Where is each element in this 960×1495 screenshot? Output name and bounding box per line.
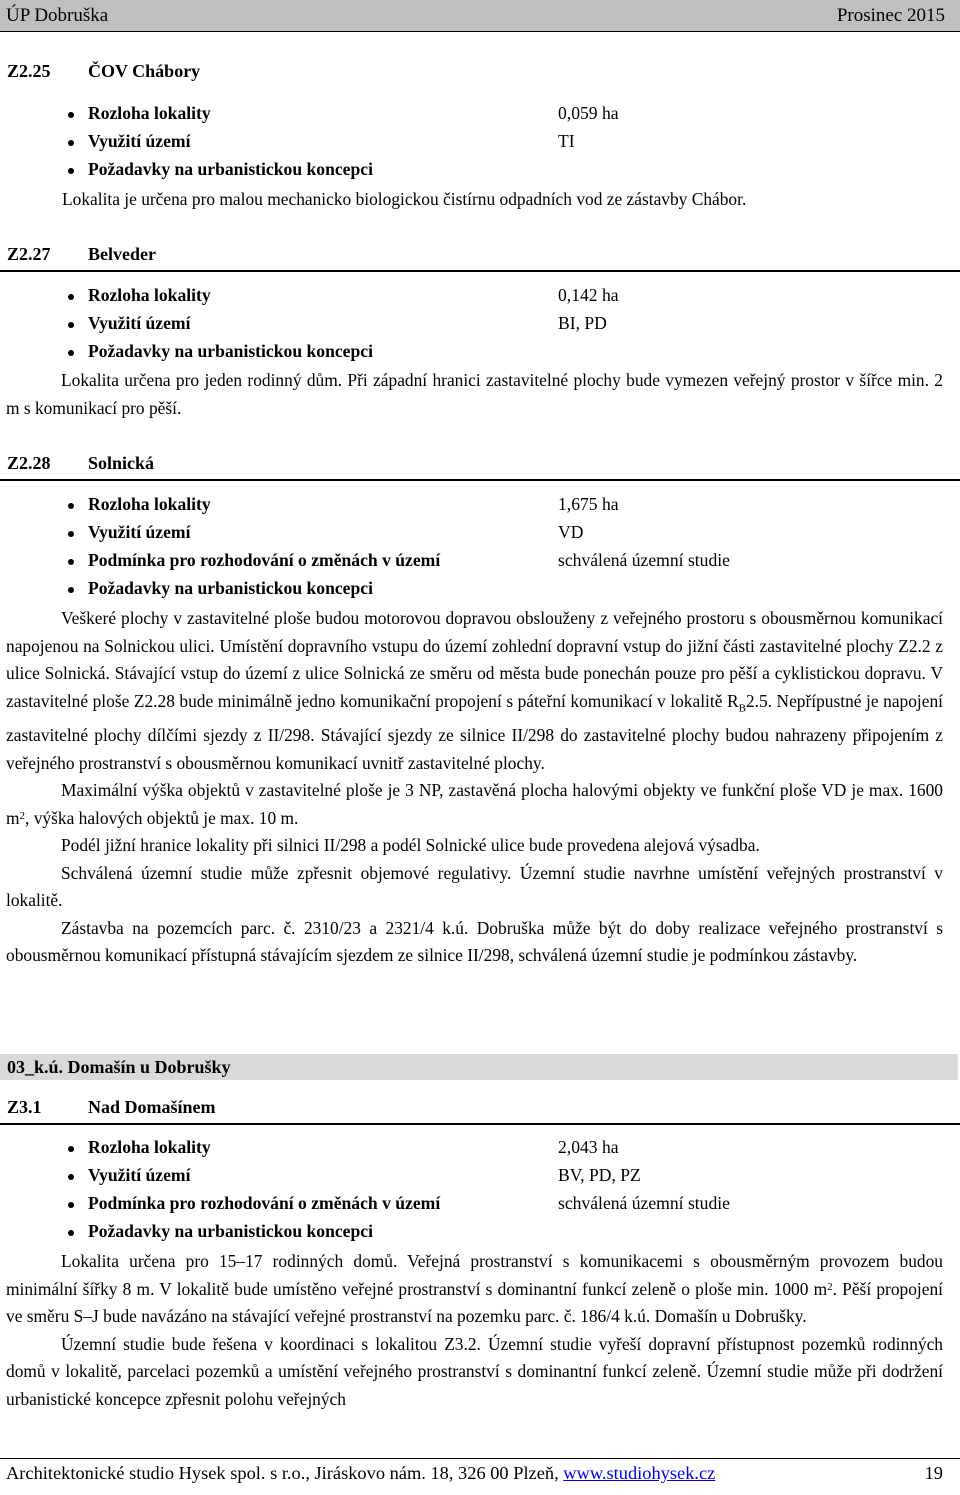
list-item <box>60 1165 960 1191</box>
bullet-icon <box>68 503 74 509</box>
section-divider <box>0 270 960 272</box>
section-code: Z2.25 <box>7 61 51 81</box>
cadastral-area-heading <box>0 1054 958 1080</box>
paragraph-part: 2.5. Nepřípustné je napojení zastavitelné plochy dílčími sjezdy z II/298. Stávající sjezdy ze silnice II/298 do zastavitelné plochy budou nahrazeny připojením z veřejného prostranství s obousměrnou komunikací uvnitř zastavitelné plochy. <box>6 690 944 773</box>
item-value: 1,675 ha <box>558 494 619 514</box>
paragraph-part: Lokalita určena pro 15–17 rodinných domů. Veřejná prostranství s komunikacemi s obousměrným provozem budou minimální šířky 8 m. V lokalitě bude umístěno veřejné prostranství s dominantní funkcí zeleně o ploše min. 1000 m <box>6 1251 943 1299</box>
bullet-icon <box>68 531 74 537</box>
item-label: Rozloha lokality <box>88 1137 211 1157</box>
paragraph-part: , výška halových objektů je max. 10 m. <box>25 807 299 828</box>
header-document-title: ÚP Dobruška <box>6 4 109 26</box>
item-label: Využití území <box>88 1165 191 1185</box>
item-label: Požadavky na urbanistickou koncepci <box>88 159 373 179</box>
paragraph: Zástavba na pozemcích parc. č. 2310/23 a 2321/4 k.ú. Dobruška může být do doby realizace veřejného prostranství s obousměrnou komunikací přístupná stávajícím sjezdem ze silnice II/298, schválená územní studie je podmínkou zástavby. <box>6 917 943 966</box>
superscript: 2 <box>827 1280 833 1293</box>
item-label: Požadavky na urbanistickou koncepci <box>88 341 373 361</box>
page-header <box>0 0 960 31</box>
header-divider <box>0 31 960 32</box>
item-value: BI, PD <box>558 313 607 333</box>
bullet-icon <box>68 140 74 146</box>
item-label: Podmínka pro rozhodování o změnách v území <box>88 1193 441 1213</box>
section-heading-z3-1 <box>0 1093 960 1125</box>
item-value: schválená územní studie <box>558 1193 730 1213</box>
section-title: ČOV Chábory <box>88 61 201 81</box>
list-item <box>60 341 960 367</box>
item-label: Rozloha lokality <box>88 103 211 123</box>
section-text <box>6 605 943 970</box>
bullet-icon <box>68 1174 74 1180</box>
section-text <box>62 186 942 214</box>
list-item <box>60 1137 960 1163</box>
superscript: 2 <box>19 809 26 822</box>
list-item <box>60 285 960 311</box>
section-heading-z2-27 <box>0 240 960 272</box>
item-value: VD <box>558 522 584 542</box>
list-item <box>60 578 960 604</box>
item-label: Využití území <box>88 313 191 333</box>
bullet-icon <box>68 1230 74 1236</box>
bullet-icon <box>68 1146 74 1152</box>
list-item <box>60 103 960 129</box>
footer-text <box>6 1463 715 1484</box>
bullet-icon <box>68 350 74 356</box>
item-label: Rozloha lokality <box>88 494 211 514</box>
paragraph: Lokalita určena pro jeden rodinný dům. Při západní hranici zastavitelné plochy bude vymezen veřejný prostor v šířce min. 2 m s komunikací pro pěší. <box>6 370 943 418</box>
section-heading-z2-25 <box>0 57 960 89</box>
footer-address: Architektonické studio Hysek spol. s r.o., Jiráskovo nám. 18, 326 00 Plzeň, <box>6 1463 564 1483</box>
list-item <box>60 159 960 185</box>
studio-website-link[interactable]: www.studiohysek.cz <box>563 1463 716 1483</box>
list-item <box>60 1193 960 1219</box>
bullet-icon <box>68 168 74 174</box>
paragraph: Podél jižní hranice lokality při silnici II/298 a podél Solnické ulice bude provedena alejová výsadba. <box>61 835 760 856</box>
bullet-icon <box>68 294 74 300</box>
bullet-icon <box>68 322 74 328</box>
footer-divider <box>0 1458 960 1459</box>
list-item <box>60 494 960 520</box>
item-label: Požadavky na urbanistickou koncepci <box>88 1221 373 1241</box>
section-heading-z2-28 <box>0 449 960 481</box>
item-value: TI <box>558 131 575 151</box>
list-item <box>60 313 960 339</box>
section-code: Z2.27 <box>7 244 51 264</box>
item-value: 0,142 ha <box>558 285 619 305</box>
page-number: 19 <box>924 1463 943 1483</box>
item-label: Podmínka pro rozhodování o změnách v území <box>88 550 441 570</box>
paragraph: Územní studie bude řešena v koordinaci s lokalitou Z3.2. Územní studie vyřeší dopravní přístupnost pozemků rodinných domů v lokalitě, parcelaci pozemků a umístění veřejného prostranství s dominantní funkcí zeleně. Územní studie může při dodržení urbanistické koncepce zpřesnit polohu veřejných <box>6 1333 943 1409</box>
section-text <box>6 367 943 422</box>
section-title: Solnická <box>88 453 155 473</box>
paragraph: Lokalita je určena pro malou mechanicko biologickou čistírnu odpadních vod ze zástavby Chábor. <box>62 189 747 209</box>
paragraph-part: Maximální výška objektů v zastavitelné ploše je 3 NP, zastavěná plocha halovými objekty ve funkční ploše VD je max. 1600 m <box>6 780 943 828</box>
list-item <box>60 1221 960 1247</box>
list-item <box>60 550 960 576</box>
bullet-icon <box>68 1202 74 1208</box>
item-label: Rozloha lokality <box>88 285 211 305</box>
item-value: 0,059 ha <box>558 103 619 123</box>
paragraph <box>6 1248 943 1331</box>
cadastral-area-title: 03_k.ú. Domašín u Dobrušky <box>7 1057 231 1077</box>
list-item <box>60 131 960 157</box>
subscript: B <box>738 701 746 714</box>
page-footer <box>0 1454 960 1495</box>
bullet-icon <box>68 587 74 593</box>
paragraph-part: Veškeré plochy v zastavitelné ploše budou motorovou dopravou obslouženy z veřejného prostoru s obousměrnou komunikací napojenou na Solnickou ulici. Umístění dopravního vstupu do území zohlední dopravní vstup do jižní části zastavitelné plochy Z2.2 z ulice Solnická. Stávající vstup do území z ulice Solnická ze směru od města bude ponechán pouze pro pěší a cyklistickou dopravu. V zastavitelné ploše Z2.28 bude minimálně jedno komunikační propojení s páteřní komunikací v lokalitě R <box>6 608 943 711</box>
section-text <box>6 1248 943 1440</box>
section-divider <box>0 1123 960 1125</box>
item-value: schválená územní studie <box>558 550 730 570</box>
paragraph-part: . Pěší propojení ve směru S–J bude navázáno na stávající veřejné prostranství na pozemku parc. č. 186/4 k.ú. Domašín u Dobrušky. <box>6 1278 943 1326</box>
item-value: 2,043 ha <box>558 1137 619 1157</box>
bullet-icon <box>68 112 74 118</box>
section-code: Z3.1 <box>7 1097 42 1117</box>
list-item <box>60 522 960 548</box>
header-date: Prosinec 2015 <box>836 4 945 26</box>
paragraph <box>6 777 943 832</box>
item-label: Požadavky na urbanistickou koncepci <box>88 578 373 598</box>
item-label: Využití území <box>88 522 191 542</box>
paragraph: Schválená územní studie může zpřesnit objemové regulativy. Územní studie navrhne umístění veřejných prostranství v lokalitě. <box>6 862 943 911</box>
section-divider <box>0 479 960 481</box>
section-code: Z2.28 <box>7 453 51 473</box>
item-label: Využití území <box>88 131 191 151</box>
item-value: BV, PD, PZ <box>558 1165 641 1185</box>
section-title: Belveder <box>88 244 156 264</box>
bullet-icon <box>68 559 74 565</box>
section-title: Nad Domašínem <box>88 1097 216 1117</box>
paragraph <box>6 605 943 777</box>
